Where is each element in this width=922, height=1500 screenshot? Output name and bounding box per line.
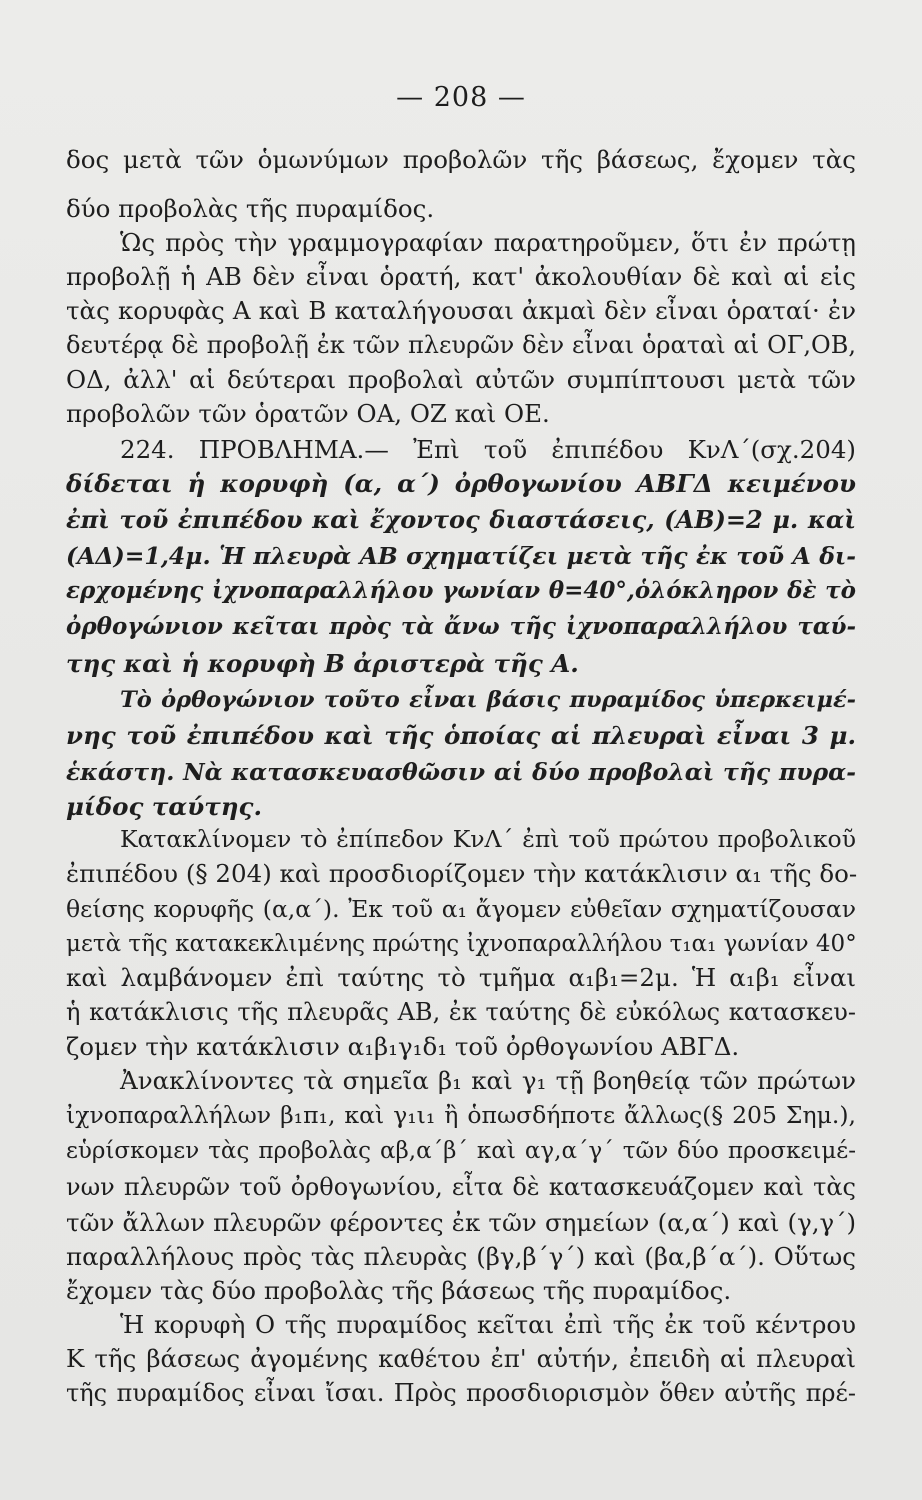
text-line: ἡ κατάκλισις τῆς πλευρᾶς ΑΒ, ἐκ ταύτης δὲ εὐκόλως κατασκευ- xyxy=(66,998,856,1026)
text-line-bold: της καὶ ἡ κορυφὴ Β ἀριστερὰ τῆς Α. xyxy=(66,649,579,678)
text-line-bold: ἑκάστη. Νὰ κατασκευασθῶσιν αἱ δύο προβολαὶ τῆς πυρα- xyxy=(66,758,856,786)
page-number: — 208 — xyxy=(396,82,526,113)
text-line: ΟΔ, ἀλλ' αἱ δεύτεραι προβολαὶ αὐτῶν συμπίπτουσι μετὰ τῶν xyxy=(66,365,856,394)
problem-heading: 224. ΠΡΟΒΛΗΜΑ.— Ἐπὶ τοῦ ἐπιπέδου ΚνΛ΄(σχ.204) xyxy=(120,435,856,464)
text-line: ἔχομεν τὰς δύο προβολὰς τῆς βάσεως τῆς πυραμίδος. xyxy=(66,1276,732,1305)
text-line: προβολῶν τῶν ὁρατῶν ΟΑ, ΟΖ καὶ ΟΕ. xyxy=(66,399,550,428)
text-line-bold: μίδος ταύτης. xyxy=(66,792,262,821)
text-line: δύο προβολὰς τῆς πυραμίδος. xyxy=(66,194,435,223)
text-line: παραλλήλους πρὸς τὰς πλευρὰς (βγ,β΄γ΄) καὶ (βα,β΄α΄). Οὕτως xyxy=(66,1242,856,1271)
text-line-bold: ερχομένης ἰχνοπαραλλήλου γωνίαν θ=40°,ὁλόκληρον δὲ τὸ xyxy=(66,577,856,604)
text-line-bold: ἐπὶ τοῦ ἐπιπέδου καὶ ἔχοντος διαστάσεις, (ΑΒ)=2 μ. καὶ xyxy=(66,505,856,534)
text-line-bold: δίδεται ἡ κορυφὴ (α, α΄) ὀρθογωνίου ΑΒΓΔ κειμένου xyxy=(66,469,856,498)
text-line: νων πλευρῶν τοῦ ὀρθογωνίου, εἶτα δὲ κατασκευάζομεν καὶ τὰς xyxy=(66,1173,856,1201)
text-line: Κατακλίνομεν τὸ ἐπίπεδον ΚνΛ΄ ἐπὶ τοῦ πρώτου προβολικοῦ xyxy=(120,825,856,853)
text-line: δος μετὰ τῶν ὁμωνύμων προβολῶν τῆς βάσεως, ἔχομεν τὰς xyxy=(66,145,856,174)
text-line: δευτέρᾳ δὲ προβολῇ ἐκ τῶν πλευρῶν δὲν εἶναι ὁραταὶ αἱ ΟΓ,ΟΒ, xyxy=(66,331,856,359)
text-line: τῆς πυραμίδος εἶναι ἴσαι. Πρὸς προσδιορισμὸν ὅθεν αὐτῆς πρέ- xyxy=(66,1379,856,1407)
text-line: προβολῇ ἡ ΑΒ δὲν εἶναι ὁρατή, κατ' ἀκολουθίαν δὲ καὶ αἱ εἰς xyxy=(66,262,856,291)
text-line: Ἀνακλίνοντες τὰ σημεῖα β₁ καὶ γ₁ τῇ βοηθείᾳ τῶν πρώτων xyxy=(120,1066,856,1095)
text-line-bold: Τὸ ὀρθογώνιον τοῦτο εἶναι βάσις πυραμίδος ὑπερκειμέ- xyxy=(120,687,856,713)
text-line-bold: ὀρθογώνιον κεῖται πρὸς τὰ ἄνω τῆς ἰχνοπαραλλήλου ταύ- xyxy=(66,613,856,640)
text-line: Ἡ κορυφὴ Ο τῆς πυραμίδος κεῖται ἐπὶ τῆς ἐκ τοῦ κέντρου xyxy=(120,1310,856,1339)
text-line-bold: νης τοῦ ἐπιπέδου καὶ τῆς ὁποίας αἱ πλευραὶ εἶναι 3 μ. xyxy=(66,721,856,750)
text-line: ἐπιπέδου (§ 204) καὶ προσδιορίζομεν τὴν κατάκλισιν α₁ τῆς δο- xyxy=(66,859,858,888)
text-line: εὑρίσκομεν τὰς προβολὰς αβ,α΄β΄ καὶ αγ,α΄γ΄ τῶν δύο προσκειμέ- xyxy=(66,1138,856,1164)
text-line: θείσης κορυφῆς (α,α΄). Ἐκ τοῦ α₁ ἄγομεν εὐθεῖαν σχηματίζουσαν xyxy=(66,895,856,923)
text-line: τῶν ἄλλων πλευρῶν φέροντες ἐκ τῶν σημείων (α,α΄) καὶ (γ,γ΄) xyxy=(66,1208,856,1237)
text-line: Ὡς πρὸς τὴν γραμμογραφίαν παρατηροῦμεν, ὅτι ἐν πρώτῃ xyxy=(120,228,856,257)
text-line: Κ τῆς βάσεως ἀγομένης καθέτου ἐπ' αὐτήν, ἐπειδὴ αἱ πλευραὶ xyxy=(66,1344,856,1373)
text-line: τὰς κορυφὰς Α καὶ Β καταλήγουσαι ἀκμαὶ δὲν εἶναι ὁραταί· ἐν xyxy=(66,296,856,325)
text-line: ζομεν τὴν κατάκλισιν α₁β₁γ₁δ₁ τοῦ ὀρθογωνίου ΑΒΓΔ. xyxy=(66,1032,740,1061)
text-line: καὶ λαμβάνομεν ἐπὶ ταύτης τὸ τμῆμα α₁β₁=2μ. Ἡ α₁β₁ εἶναι xyxy=(66,963,856,992)
text-line: ἰχνοπαραλλήλων β₁π₁, καὶ γ₁ι₁ ἢ ὁπωσδήποτε ἄλλως(§ 205 Σημ.), xyxy=(66,1101,856,1129)
text-line: μετὰ τῆς κατακεκλιμένης πρώτης ἰχνοπαραλλήλου τ₁α₁ γωνίαν 40° xyxy=(66,931,857,957)
text-line-bold: (ΑΔ)=1,4μ. Ἡ πλευρὰ ΑΒ σχηματίζει μετὰ τῆς ἐκ τοῦ Α δι- xyxy=(66,542,856,570)
